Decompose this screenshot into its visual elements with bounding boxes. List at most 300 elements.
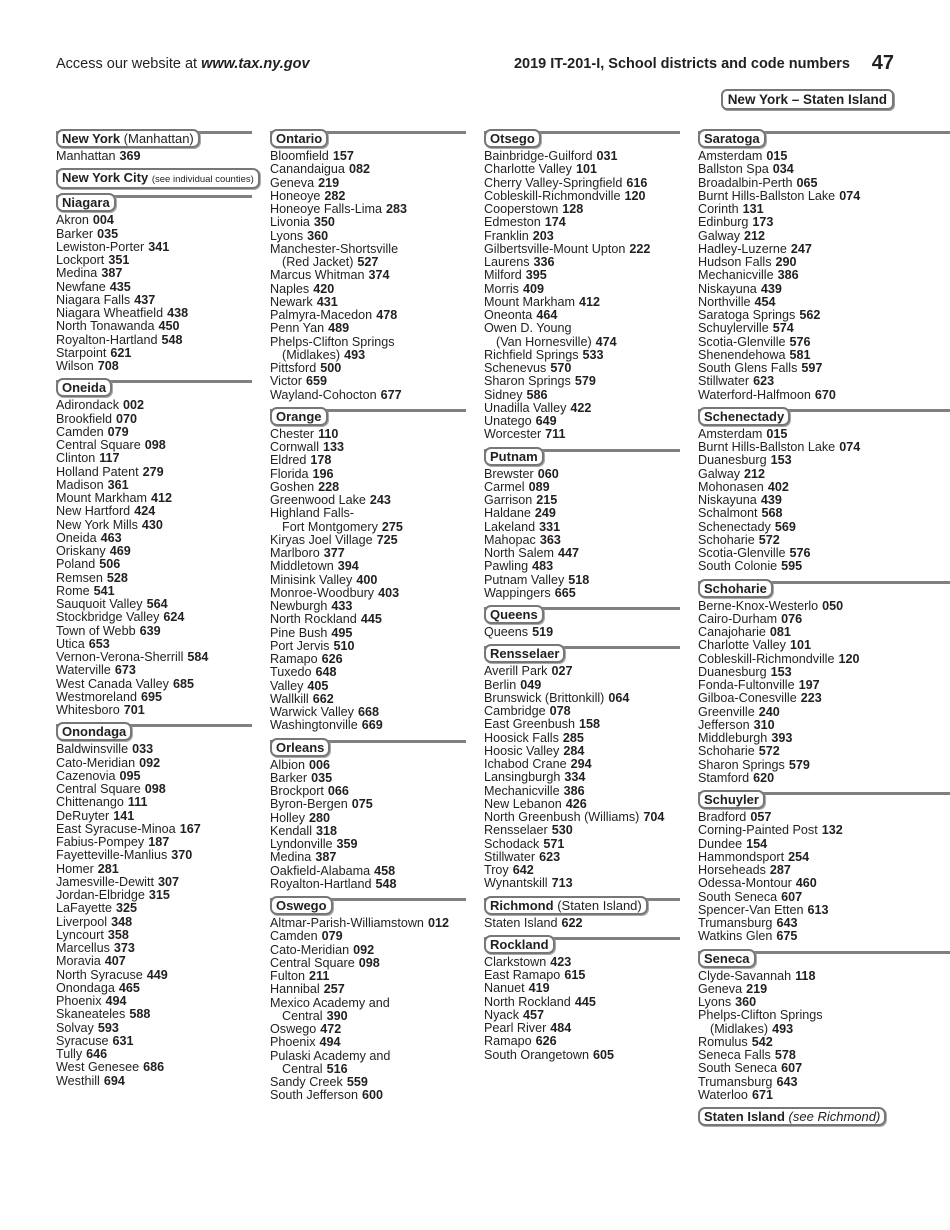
district-name: Newfane	[56, 279, 106, 294]
school-district-entry	[484, 296, 680, 309]
district-code: 409	[522, 281, 544, 296]
district-code: 653	[88, 636, 110, 651]
district-code: 463	[100, 530, 122, 545]
district-code: 120	[838, 651, 860, 666]
district-code: 336	[533, 255, 555, 269]
school-district-entry	[270, 574, 466, 587]
district-code: 386	[563, 783, 585, 798]
district-code: 360	[307, 228, 329, 243]
school-district-entry	[270, 560, 466, 573]
district-name: Lewiston-Porter	[56, 239, 145, 254]
district-code: 484	[550, 1021, 572, 1035]
school-district-entry	[484, 283, 680, 296]
school-district-entry	[56, 955, 252, 968]
district-code: 564	[146, 597, 168, 611]
district-name: Saratoga Springs	[698, 308, 796, 322]
district-name: Morris	[484, 281, 519, 296]
county-name: New York City	[62, 170, 149, 186]
school-district-entry	[698, 203, 894, 216]
district-name: Milford	[484, 268, 522, 283]
district-name: Wayland-Cohocton	[270, 387, 377, 402]
district-name: Lyons	[270, 228, 304, 243]
school-district-entry	[698, 877, 894, 890]
county-name-label	[56, 168, 260, 189]
website-link[interactable]: www.tax.ny.gov	[201, 56, 310, 72]
district-code: 157	[332, 149, 354, 163]
district-code: 605	[593, 1047, 615, 1062]
district-name: Cobleskill-Richmondville	[698, 651, 835, 666]
county-section-schenectady	[698, 407, 894, 574]
school-district-entry-continued	[484, 336, 680, 349]
school-district-entry	[56, 1022, 252, 1035]
county-section-rensselaer	[484, 644, 680, 890]
school-district-entry	[698, 613, 894, 626]
district-name: North Rockland	[270, 612, 357, 627]
school-district-entry	[270, 336, 466, 349]
district-name: Lockport	[56, 253, 105, 267]
district-code: 167	[179, 821, 201, 836]
district-code: 450	[158, 319, 180, 334]
school-district-entry	[484, 507, 680, 520]
district-code: 457	[523, 1007, 545, 1022]
district-name-continued: Central	[282, 1008, 323, 1023]
district-code: 673	[114, 663, 136, 678]
school-district-entry	[698, 283, 894, 296]
school-district-entry	[698, 521, 894, 534]
district-code: 197	[798, 678, 820, 692]
school-district-entry	[484, 811, 680, 824]
school-district-entry	[270, 190, 466, 203]
district-name: Wynantskill	[484, 876, 548, 891]
district-name: Pine Bush	[270, 625, 328, 640]
district-code: 133	[323, 440, 345, 454]
school-district-entry	[484, 996, 680, 1009]
school-district-entry	[270, 666, 466, 679]
district-name: Ichabod Crane	[484, 757, 567, 771]
district-name: Clinton	[56, 451, 96, 466]
district-code: 493	[772, 1021, 794, 1036]
district-name: Central Square	[56, 438, 141, 452]
district-code: 527	[357, 255, 379, 269]
district-name: Romulus	[698, 1034, 748, 1049]
district-code: 686	[143, 1060, 165, 1075]
school-district-entry	[484, 1022, 680, 1035]
school-district-entry	[698, 851, 894, 864]
district-name: Jamesville-Dewitt	[56, 874, 154, 889]
school-district-entry	[56, 836, 252, 849]
district-name: Tully	[56, 1047, 83, 1061]
district-name: Mount Markham	[56, 491, 147, 505]
school-district-entry	[698, 600, 894, 613]
district-code: 064	[608, 690, 630, 705]
district-code: 694	[103, 1073, 125, 1088]
district-code: 098	[144, 782, 166, 796]
district-code: 060	[537, 466, 559, 481]
district-name: Greenville	[698, 704, 755, 719]
district-name: Nyack	[484, 1007, 519, 1022]
district-name: Manhattan	[56, 149, 116, 163]
district-name: Hannibal	[270, 982, 320, 997]
district-name: New Lebanon	[484, 796, 562, 811]
school-district-entry	[56, 294, 252, 307]
county-section-ontario	[270, 129, 466, 402]
district-name: Livonia	[270, 215, 310, 230]
district-name: Pittsford	[270, 361, 317, 375]
district-name: Greenwood Lake	[270, 493, 366, 507]
district-name: Hoosic Valley	[484, 743, 560, 758]
school-district-entry	[484, 982, 680, 995]
school-district-entry	[270, 653, 466, 666]
district-name: Sauquoit Valley	[56, 597, 143, 611]
district-name: Town of Webb	[56, 623, 136, 638]
district-name: Monroe-Woodbury	[270, 585, 375, 600]
district-name-continued: Fort Montgomery	[282, 519, 378, 534]
district-code: 616	[626, 175, 648, 190]
district-code: 279	[142, 464, 164, 479]
school-district-entry-continued	[698, 1023, 894, 1036]
district-code: 579	[574, 374, 596, 389]
district-name: Skaneateles	[56, 1007, 126, 1022]
school-district-entry	[484, 521, 680, 534]
district-code: 506	[99, 557, 121, 572]
school-district-entry	[270, 878, 466, 891]
district-name: Niagara Wheatfield	[56, 306, 164, 320]
school-district-entry	[484, 718, 680, 731]
district-name: Honeoye	[270, 188, 321, 203]
district-code: 643	[776, 1074, 798, 1089]
district-name: Spencer-Van Etten	[698, 902, 804, 917]
district-code: 174	[544, 215, 566, 230]
district-name: Pulaski Academy and	[270, 1048, 391, 1063]
district-code: 510	[333, 638, 355, 653]
district-code: 074	[839, 188, 861, 203]
district-name: Amsterdam	[698, 426, 763, 441]
district-code: 223	[800, 691, 822, 706]
school-district-entry	[56, 664, 252, 677]
county-section-oswego	[270, 896, 466, 1103]
school-district-entry	[270, 534, 466, 547]
school-district-entry	[484, 969, 680, 982]
county-name: Otsego	[490, 131, 535, 146]
district-code: 642	[512, 863, 534, 877]
district-name: Horseheads	[698, 863, 766, 877]
district-code: 493	[344, 347, 366, 362]
school-district-entry	[698, 362, 894, 375]
district-name: Lansingburgh	[484, 770, 561, 785]
school-district-entry	[698, 1062, 894, 1075]
school-district-entry	[698, 177, 894, 190]
district-name: Canandaigua	[270, 162, 345, 177]
district-name: Wilson	[56, 359, 94, 373]
district-code: 571	[543, 836, 565, 851]
district-name: Geneva	[270, 175, 315, 190]
school-district-entry	[484, 758, 680, 771]
district-name: Highland Falls-	[270, 506, 354, 521]
county-name-label	[484, 605, 544, 624]
school-district-entry	[698, 190, 894, 203]
school-district-entry	[698, 560, 894, 573]
district-code: 422	[570, 400, 592, 415]
county-name: Schenectady	[704, 408, 785, 424]
school-district-entry	[56, 1035, 252, 1048]
school-district-entry	[698, 336, 894, 349]
district-name: Brookfield	[56, 411, 113, 426]
district-code: 588	[129, 1007, 151, 1022]
district-name: Sandy Creek	[270, 1075, 343, 1089]
school-district-entry	[270, 494, 466, 507]
district-code: 423	[550, 954, 572, 969]
county-name-label	[698, 579, 773, 598]
district-code: 572	[758, 532, 780, 547]
district-code: 351	[108, 253, 130, 267]
district-name: DeRuyter	[56, 808, 110, 823]
district-name: Middleburgh	[698, 731, 768, 745]
district-code: 386	[777, 268, 799, 283]
district-code: 215	[536, 493, 558, 507]
district-name: Dundee	[698, 836, 743, 851]
school-district-entry	[270, 1089, 466, 1102]
district-code: 154	[746, 836, 768, 851]
school-district-entry-continued	[270, 1010, 466, 1023]
district-name: Edinburg	[698, 215, 749, 230]
school-district-entry	[56, 214, 252, 227]
district-code: 095	[119, 768, 141, 783]
district-name: Unadilla Valley	[484, 400, 567, 415]
school-district-entry-continued	[270, 256, 466, 269]
school-district-entry	[270, 203, 466, 216]
school-district-entry	[270, 375, 466, 388]
county-section-staten-island	[698, 1107, 894, 1127]
district-code: 420	[313, 281, 335, 296]
district-name: Cairo-Durham	[698, 611, 778, 626]
district-name: Palmyra-Macedon	[270, 308, 373, 322]
school-district-entry	[270, 468, 466, 481]
district-code: 359	[336, 837, 358, 851]
district-name: Fonda-Fultonville	[698, 678, 795, 692]
school-district-entry	[698, 256, 894, 269]
school-district-entry	[484, 269, 680, 282]
school-district-entry	[270, 428, 466, 441]
school-district-entry	[698, 230, 894, 243]
district-code: 407	[104, 954, 126, 969]
school-district-entry	[484, 1009, 680, 1022]
district-code: 500	[320, 361, 342, 375]
district-code: 685	[172, 676, 194, 691]
school-district-entry	[56, 426, 252, 439]
district-code: 541	[93, 583, 115, 598]
county-section-rockland	[484, 935, 680, 1062]
district-name: Schodack	[484, 836, 540, 851]
district-code: 419	[528, 981, 550, 996]
district-code: 363	[539, 532, 561, 547]
school-district-entry	[270, 865, 466, 878]
district-name: Onondaga	[56, 980, 115, 995]
district-name: Westhill	[56, 1073, 100, 1088]
county-name: Staten Island	[704, 1109, 785, 1124]
district-name: Galway	[698, 228, 740, 243]
county-section-niagara	[56, 193, 252, 373]
district-code: 285	[562, 730, 584, 745]
district-code: 435	[109, 279, 131, 294]
district-code: 078	[549, 704, 571, 718]
district-code: 243	[369, 493, 391, 507]
district-code: 002	[123, 398, 145, 413]
district-code: 708	[97, 359, 119, 373]
county-note-reference: Richmond	[817, 1109, 876, 1124]
district-name: Byron-Bergen	[270, 797, 348, 812]
district-code: 158	[579, 717, 601, 732]
school-district-entry	[484, 838, 680, 851]
district-name: New Hartford	[56, 504, 131, 519]
county-name: Rockland	[490, 936, 549, 952]
district-code: 711	[545, 427, 566, 442]
district-code: 153	[770, 664, 792, 679]
district-code: 012	[427, 916, 449, 930]
school-district-entry	[484, 956, 680, 969]
district-name: Burnt Hills-Ballston Lake	[698, 188, 836, 203]
school-district-entry	[56, 1061, 252, 1074]
district-code: 424	[134, 504, 156, 519]
district-name: Lakeland	[484, 519, 536, 534]
district-name: Averill Park	[484, 664, 548, 679]
school-district-entry-continued	[270, 521, 466, 534]
district-name: Starpoint	[56, 345, 107, 360]
county-name-label	[56, 193, 116, 212]
district-code: 675	[776, 929, 798, 944]
county-name-label	[484, 896, 648, 915]
district-name: Queens	[484, 625, 529, 639]
school-district-entry	[698, 745, 894, 758]
school-district-entry	[698, 1009, 894, 1022]
district-name: Victor	[270, 374, 302, 389]
school-district-entry	[484, 917, 680, 930]
district-code: 387	[315, 850, 337, 865]
school-district-entry	[484, 587, 680, 600]
school-district-entry	[484, 534, 680, 547]
district-name: Mahopac	[484, 532, 536, 547]
district-name: Liverpool	[56, 914, 108, 929]
district-code: 035	[311, 770, 333, 785]
county-heading	[698, 129, 894, 149]
district-code: 533	[582, 347, 604, 362]
district-code: 247	[790, 241, 812, 256]
district-code: 542	[751, 1034, 773, 1049]
district-name: Canajoharie	[698, 625, 766, 639]
school-district-entry	[698, 454, 894, 467]
school-district-entry	[56, 254, 252, 267]
district-code: 228	[318, 479, 340, 494]
district-name: Syracuse	[56, 1033, 109, 1048]
county-heading	[484, 605, 680, 625]
district-code: 331	[539, 519, 561, 534]
county-name-label	[270, 129, 328, 148]
school-district-entry	[56, 267, 252, 280]
district-code: 394	[337, 559, 359, 574]
district-name: Remsen	[56, 570, 103, 585]
school-district-entry	[270, 296, 466, 309]
school-district-entry	[56, 1075, 252, 1088]
school-district-entry	[270, 1036, 466, 1049]
district-name: Holley	[270, 810, 305, 825]
county-name: Putnam	[490, 448, 538, 464]
district-code: 572	[758, 744, 780, 759]
district-name: Charlotte Valley	[698, 638, 786, 653]
school-district-entry	[698, 243, 894, 256]
county-name-label	[698, 949, 756, 968]
district-code: 478	[376, 308, 398, 322]
county-name: Schoharie	[704, 580, 767, 596]
county-heading	[698, 790, 894, 810]
district-code: 402	[767, 479, 789, 494]
district-name: East Syracuse-Minoa	[56, 821, 176, 836]
district-code: 437	[134, 292, 156, 307]
district-code: 613	[807, 902, 829, 917]
county-name: Schuyler	[704, 792, 759, 807]
district-name: Galway	[698, 466, 740, 481]
county-name: Oneida	[62, 380, 107, 396]
school-district-entry	[270, 970, 466, 983]
district-code: 370	[171, 848, 193, 863]
school-district-entry	[56, 810, 252, 823]
district-code: 070	[116, 411, 138, 426]
school-district-entry-continued	[270, 349, 466, 362]
district-code: 361	[107, 477, 129, 492]
county-name-label	[56, 129, 200, 148]
district-name: North Syracuse	[56, 967, 143, 982]
school-district-entry	[698, 653, 894, 666]
column-3	[484, 129, 680, 1062]
school-district-entry	[698, 626, 894, 639]
county-name-label	[698, 407, 790, 426]
school-district-entry	[56, 545, 252, 558]
district-code: 665	[554, 585, 576, 600]
school-district-entry	[270, 640, 466, 653]
school-district-entry	[56, 982, 252, 995]
county-heading	[484, 644, 680, 664]
county-name: Ontario	[276, 131, 323, 146]
district-code: 615	[564, 968, 586, 982]
district-code: 006	[309, 757, 331, 772]
district-code: 584	[187, 650, 209, 664]
county-section-otsego	[484, 129, 680, 442]
district-code: 445	[360, 612, 382, 627]
school-district-entry	[698, 864, 894, 877]
district-name: Medina	[56, 266, 98, 281]
county-name-label	[698, 129, 766, 148]
district-code: 281	[97, 861, 119, 876]
school-district-entry	[698, 930, 894, 943]
county-name-label	[56, 722, 132, 741]
school-district-entry	[698, 216, 894, 229]
district-code: 015	[766, 426, 788, 441]
district-name-continued: (Red Jacket)	[282, 255, 354, 269]
district-name: Cooperstown	[484, 202, 559, 216]
county-section-saratoga	[698, 129, 894, 402]
school-district-entry	[270, 812, 466, 825]
district-code: 031	[596, 149, 618, 163]
county-name: New York	[62, 131, 121, 146]
school-district-entry	[484, 494, 680, 507]
school-district-entry	[270, 507, 466, 520]
school-district-entry	[270, 838, 466, 851]
district-name: North Rockland	[484, 994, 571, 1009]
district-name: Troy	[484, 863, 509, 877]
district-code: 670	[814, 387, 836, 402]
district-code: 412	[579, 294, 601, 309]
district-code: 623	[539, 849, 561, 864]
district-code: 495	[331, 625, 353, 640]
district-name: Naples	[270, 281, 310, 296]
